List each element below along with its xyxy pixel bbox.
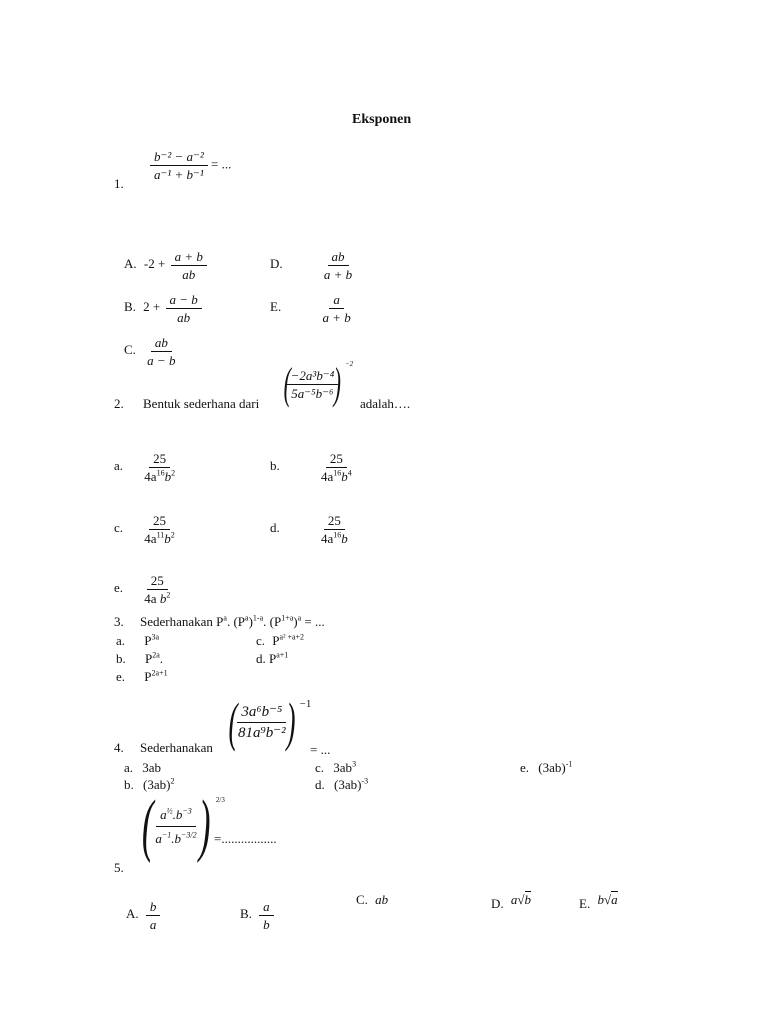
q1-option-b[interactable]: B. 2 + $\frac{a - b}{ab}$	[124, 273, 202, 326]
q2-option-a[interactable]: a. $\frac{25}{4a^{16}b^2}$	[114, 450, 176, 484]
q3-number: 3.	[114, 614, 124, 629]
q3-option-c[interactable]: c. $P^{a^2 +a+2}$	[256, 632, 305, 648]
q5-option-a[interactable]: A. $\frac{b}{a}$	[126, 880, 160, 933]
q4-tail: = ...	[310, 742, 331, 757]
q5-expression: ( $\frac{a^{\frac{1}{2}}.b^{-3}}{a^{-1}.b^{-3/2}}$ ) $^{2/3}$	[141, 786, 225, 864]
q4-option-d[interactable]: d. $(3ab)^{-3}$	[315, 776, 369, 792]
q2-option-b[interactable]: b. $\frac{25}{4a^{16}b^4}$	[270, 450, 352, 484]
q2-number: 2.	[114, 396, 124, 411]
q4-option-e[interactable]: e. $(3ab)^{-1}$	[520, 759, 573, 775]
q3-option-e[interactable]: e. $P^{2a+1}$	[116, 668, 168, 684]
q5-option-b[interactable]: B. $\frac{a}{b}$	[240, 880, 274, 933]
q5-number: 5.	[114, 860, 124, 875]
page-title: Eksponen	[352, 112, 412, 127]
q1-expression: $\frac{\text{b⁻² − a⁻²}}{\text{a⁻¹ + b⁻¹}}$ = ...	[150, 148, 231, 183]
q4-expression: ( $\frac{\text{3a⁶b⁻⁵}}{\text{81a⁹b⁻²}}$ ) $^{-1}$	[228, 692, 312, 752]
q3-text: Sederhanakan $P^a$. $(P^a)^{1-a}$. $(P^{1+a})^a$ = ...	[140, 613, 325, 629]
q1-option-e[interactable]: E. $\frac{a}{a + b}$	[270, 291, 351, 325]
sqrt-icon: √	[517, 892, 525, 907]
q4-number: 4.	[114, 740, 124, 755]
q2-option-d[interactable]: d. $\frac{25}{4a^{16}b}$	[270, 512, 348, 546]
q2-option-e[interactable]: e. $\frac{25}{4a b^2}$	[114, 572, 171, 606]
q5-tail: =.................	[214, 831, 277, 846]
q4-option-a[interactable]: a. 3ab	[124, 760, 162, 775]
q5-option-e[interactable]: E. b√a	[579, 892, 618, 911]
q4-option-c[interactable]: c. $3ab^3$	[315, 759, 357, 775]
q3-option-b[interactable]: b. $P^{2a}$.	[116, 650, 164, 666]
q5-option-c[interactable]: C. ab	[356, 892, 389, 907]
q1-expr-tail: = ...	[211, 156, 232, 172]
q5-option-d[interactable]: D. a√b	[491, 892, 532, 911]
q2-text: Bentuk sederhana dari	[143, 396, 260, 411]
q3-option-a[interactable]: a. $P^{3a}$	[116, 632, 160, 648]
q2-expression: ( $\frac{\text{−2a³b⁻⁴}}{\text{5a⁻⁵b⁻⁶}}$ ) $^{-2}$	[283, 359, 354, 408]
q2-option-c[interactable]: c. $\frac{25}{4a^{11}b^2}$	[114, 512, 175, 546]
q1-number: 1.	[114, 176, 124, 191]
q1-option-a[interactable]: A. -2 + $\frac{a + b}{ab}$	[124, 230, 207, 283]
sqrt-icon: √	[603, 892, 612, 907]
q1-option-c[interactable]: C. $\frac{ab}{a - b}$	[124, 334, 176, 368]
q2-tail: adalah….	[360, 396, 411, 411]
q4-text: Sederhanakan	[140, 740, 213, 755]
q1-option-d[interactable]: D. $\frac{ab}{a + b}$	[270, 248, 353, 282]
q3-option-d[interactable]: d. $P^{a+1}$	[256, 650, 289, 666]
q4-option-b[interactable]: b. $(3ab)^2$	[124, 776, 175, 792]
